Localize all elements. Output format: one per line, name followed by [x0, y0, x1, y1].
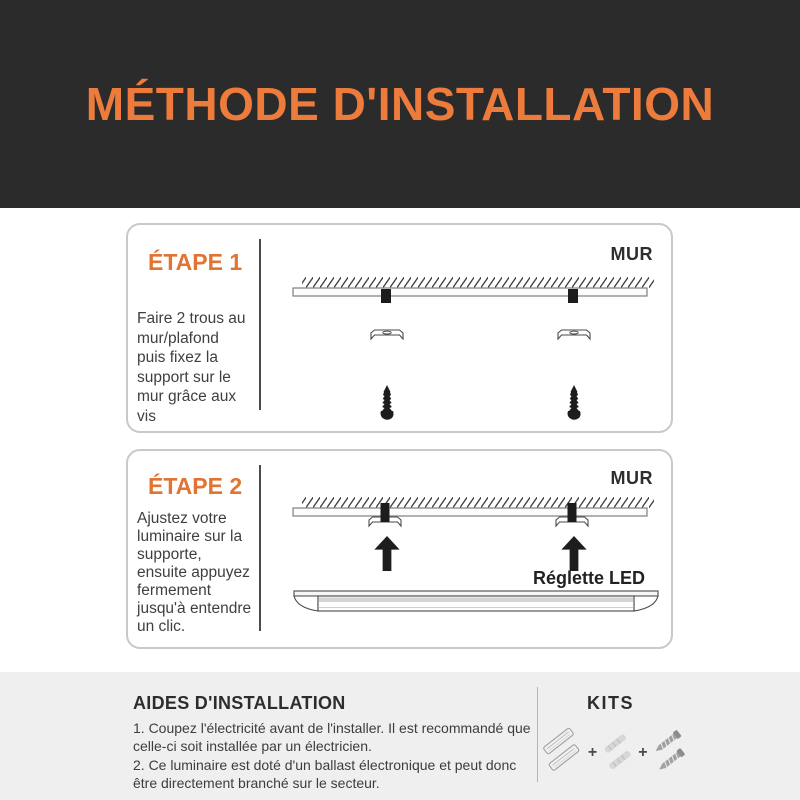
step-2-divider [259, 465, 261, 631]
wall-bar [293, 288, 647, 296]
mounting-bracket-icon [557, 329, 591, 342]
kits-title: KITS [587, 693, 635, 713]
fixing-clip-icon [568, 289, 578, 303]
footer-section [0, 672, 800, 800]
wall-hatch [302, 277, 654, 288]
step-1-divider [259, 239, 261, 410]
step-1-wall-label: MUR [610, 244, 653, 264]
aids-title: AIDES D'INSTALLATION [133, 693, 346, 713]
page-title: MÉTHODE D'INSTALLATION [85, 78, 715, 130]
led-batten-diagram [292, 589, 660, 615]
plus-sign: + [638, 744, 648, 761]
step-2-description: Ajustez votre luminaire sur la supporte, ensuite appuyez fermement jusqu'à entendre un clic. [137, 510, 252, 635]
screw-kit-icon [652, 725, 690, 781]
header-banner [0, 0, 800, 208]
kits-icons-row [540, 724, 690, 782]
kits-divider [537, 687, 538, 782]
step-2-wall-label: MUR [610, 468, 653, 488]
screw-icon [378, 385, 396, 422]
wall-diagram-step-2 [292, 497, 654, 531]
plus-sign: + [587, 744, 598, 761]
fixing-clip-icon [381, 289, 391, 303]
step-1-description: Faire 2 trous au mur/plafond puis fixez la support sur le mur grâce aux vis [137, 310, 246, 425]
bracket-kit-icon [540, 725, 584, 781]
fixture-label: Réglette LED [532, 568, 645, 588]
wall-bar [293, 508, 647, 516]
up-arrow-icon [561, 536, 587, 571]
step-2-card [126, 449, 673, 649]
wall-hatch [302, 497, 654, 508]
up-arrow-icon [374, 536, 400, 571]
wall-diagram-step-1 [292, 277, 654, 309]
screw-icon [565, 385, 583, 422]
step-1-title: ÉTAPE 1 [148, 249, 243, 275]
step-2-title: ÉTAPE 2 [148, 473, 243, 499]
anchor-kit-icon [601, 727, 634, 779]
mounting-bracket-icon [370, 329, 404, 342]
step-1-card [126, 223, 673, 433]
aids-instructions: 1. Coupez l'électricité avant de l'installer. Il est recommandé que celle-ci soit installée par un électricien. 2. Ce luminaire est doté d'un ballast électronique et peut donc être directement branché sur le secteur. [133, 720, 531, 791]
